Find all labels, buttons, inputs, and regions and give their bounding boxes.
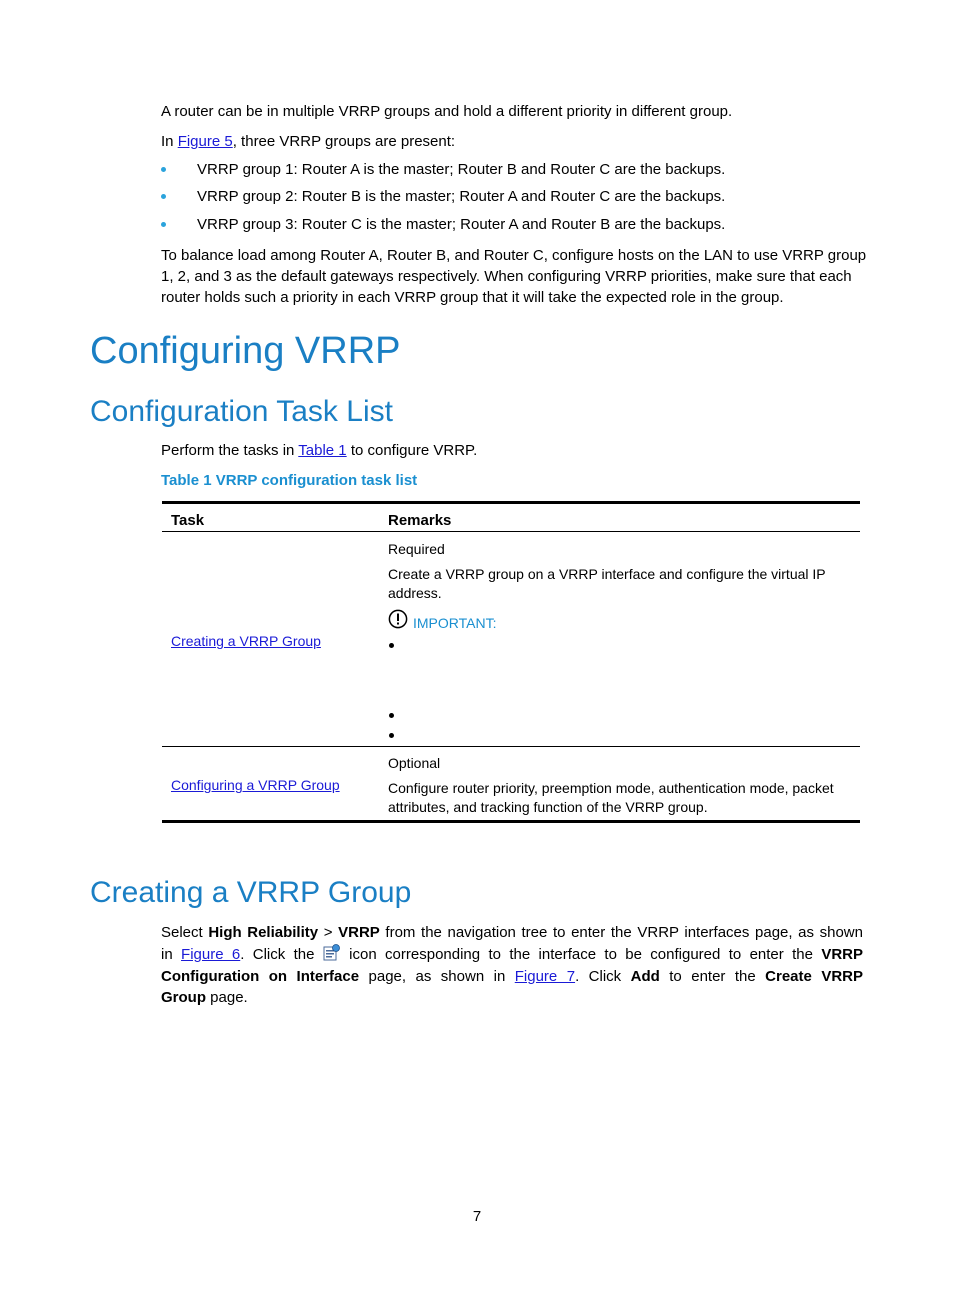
creating-line [161,944,863,965]
row-description: Configure router priority, preemption mode, authentication mode, packet [388,780,834,796]
table-top-rule [162,501,860,504]
section-heading: Configuration Task List [90,395,393,428]
text: to configure VRRP. [346,442,478,459]
bullet-icon [389,733,394,738]
balance-line: router holds such a priority in each VRRP group that it will take the expected role in the group. [161,289,784,306]
bullet-item: VRRP group 1: Router A is the master; Router B and Router C are the backups. [197,161,726,178]
menu-vrrp: VRRP [338,924,380,941]
bullet-item: VRRP group 3: Router C is the master; Router A and Router B are the backups. [197,216,726,233]
important-icon [388,609,408,629]
configuring-vrrp-group-link[interactable]: Configuring a VRRP Group [171,777,340,793]
row-divider [162,746,860,747]
balance-line: 1, 2, and 3 as the default gateways respectively. When configuring VRRP priorities, make sure that each [161,268,852,285]
table-caption: Table 1 VRRP configuration task list [161,472,418,489]
text: . Click the [240,946,323,963]
text: from the navigation tree to enter the VRRP interfaces page, as shown [379,924,863,941]
menu-high-reliability: High Reliability [208,924,319,941]
text: Perform the tasks in [161,442,299,459]
page-title: Configuring VRRP [90,330,401,372]
creating-vrrp-group-link[interactable]: Creating a VRRP Group [171,633,321,649]
page-number: 7 [472,1208,482,1225]
bullet-icon [389,643,394,648]
row-description: attributes, and tracking function of the VRRP group. [388,799,708,815]
required-text: Required [388,541,445,557]
bold-text: Add [630,968,660,985]
intro-line: A router can be in multiple VRRP groups and hold a different priority in different group. [161,103,733,120]
text: . Click [575,968,631,985]
figure-5-link[interactable]: Figure 5 [177,133,233,150]
bullet-icon [161,194,166,199]
row-description: Create a VRRP group on a VRRP interface and configure the virtual IP [388,566,826,582]
task-list-intro [161,440,477,461]
important-label: IMPORTANT: [413,615,497,631]
bold-text: Create VRRP [765,968,863,985]
text: in [161,946,182,963]
text: page. [206,989,248,1006]
column-header-task: Task [171,512,205,529]
figure-7-link[interactable]: Figure 7 [514,968,576,985]
bullet-icon [161,167,166,172]
creating-line [161,966,863,987]
balance-line: To balance load among Router A, Router B, and Router C, configure hosts on the LAN to use VRRP group [161,247,867,264]
optional-text: Optional [388,755,441,771]
bullet-icon [389,713,394,718]
bold-text: VRRP [821,946,863,963]
bold-text: Configuration on Interface [161,968,360,985]
table-bottom-rule [162,820,860,823]
bullet-item: VRRP group 2: Router B is the master; Router A and Router C are the backups. [197,188,726,205]
header-rule [162,531,860,532]
figure-6-link[interactable]: Figure 6 [181,946,241,963]
creating-line [161,987,248,1008]
text: , three VRRP groups are present: [232,133,456,150]
text: to enter the [659,968,766,985]
intro-figure-ref [161,131,455,152]
section-heading: Creating a VRRP Group [90,876,412,909]
text: Select [161,924,209,941]
text: page, as shown in [359,968,515,985]
bold-text: Group [161,989,206,1006]
row-description: address. [388,585,442,601]
config-icon [323,944,341,961]
text: > [318,924,339,941]
bullet-icon [161,222,166,227]
creating-line [161,922,863,943]
text: In [161,133,178,150]
table-1-link[interactable]: Table 1 [298,442,347,459]
text: icon corresponding to the interface to be configured to enter the [340,946,822,963]
column-header-remarks: Remarks [388,512,452,529]
